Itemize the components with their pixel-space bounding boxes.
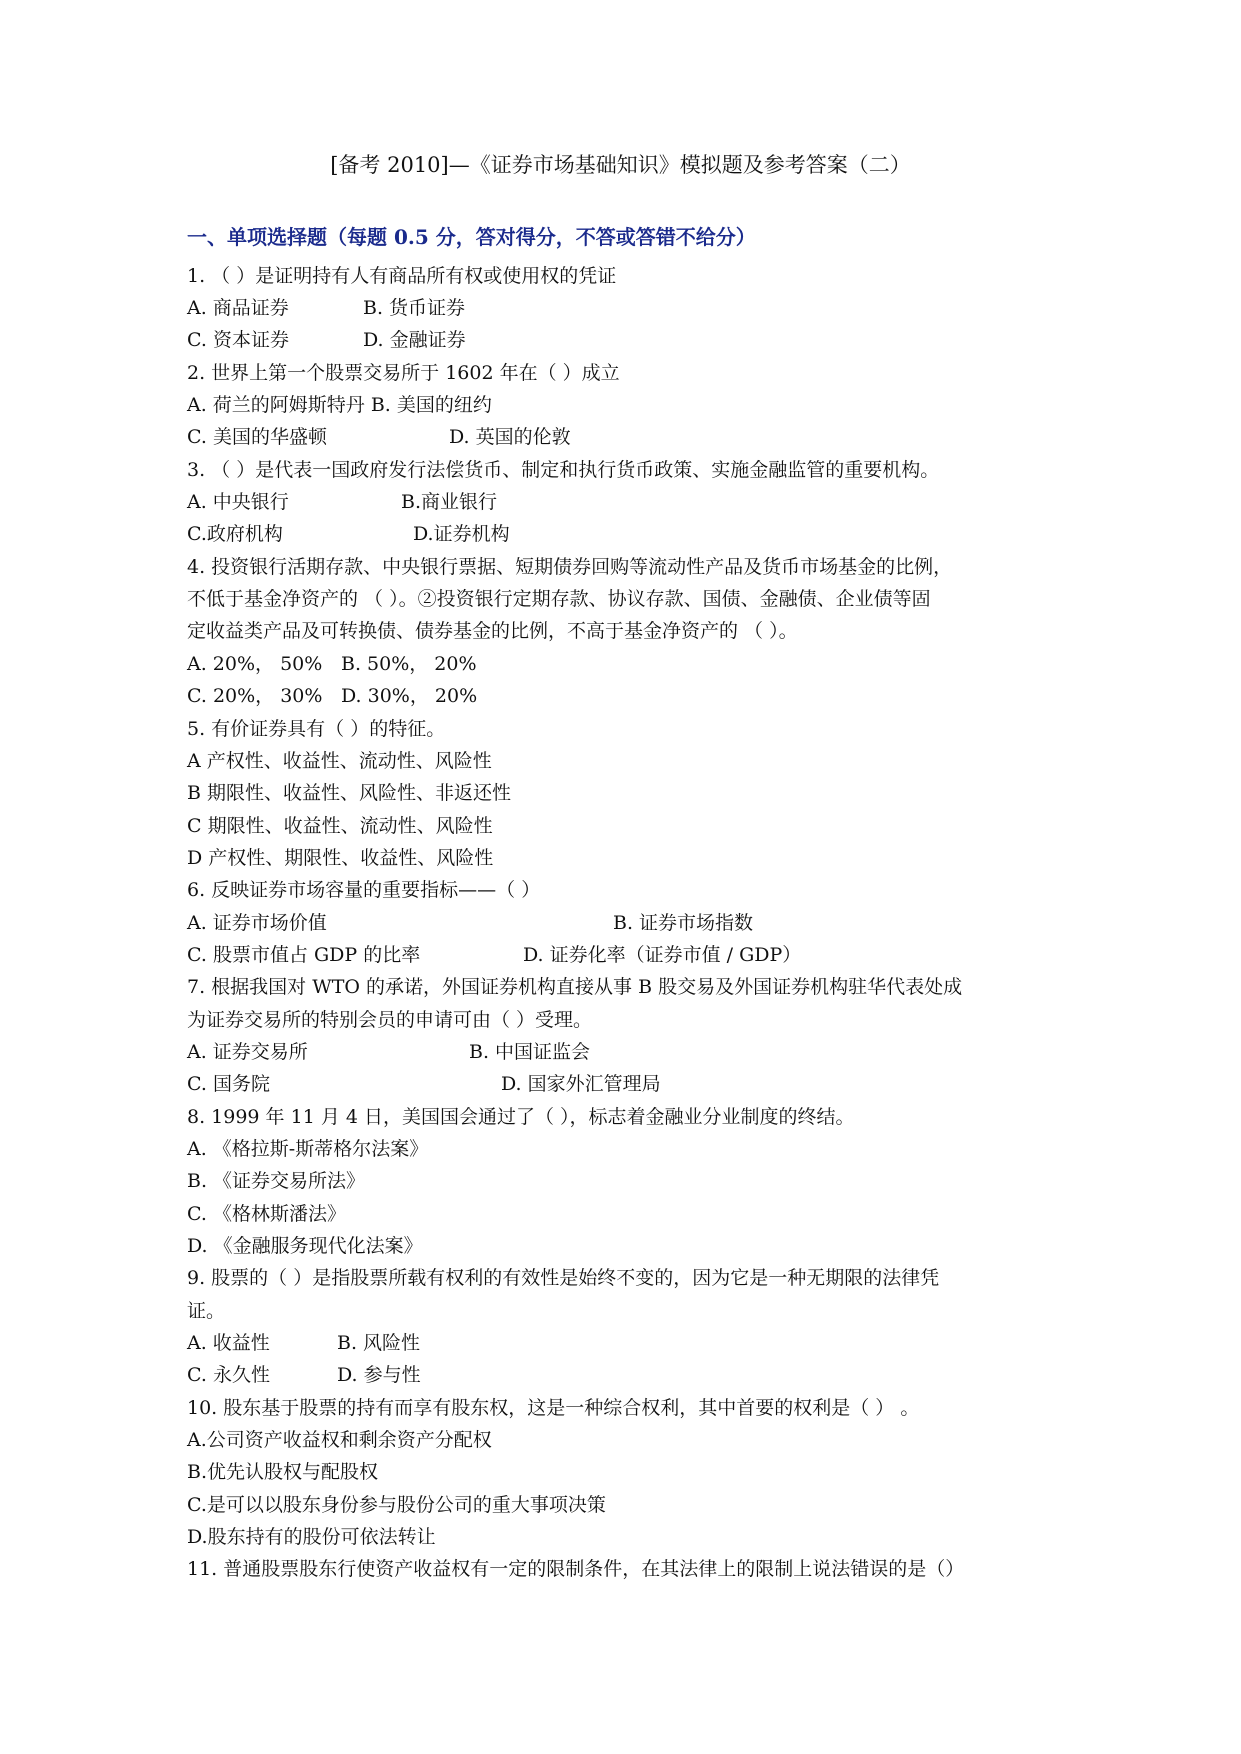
question-2-option-d: D. 英国的伦敦 <box>449 426 571 448</box>
question-9-option-c: C. 永久性 <box>187 1364 270 1386</box>
question-3-stem: 3. （ ）是代表一国政府发行法偿货币、制定和执行货币政策、实施金融监管的重要机构。 <box>187 459 940 481</box>
question-1-option-d: D. 金融证券 <box>363 329 466 351</box>
question-2-stem: 2. 世界上第一个股票交易所于 1602 年在（ ）成立 <box>187 362 620 384</box>
question-6-option-b: B. 证券市场指数 <box>613 912 754 934</box>
question-6-stem: 6. 反映证券市场容量的重要指标——（ ） <box>187 879 541 901</box>
question-7-option-b: B. 中国证监会 <box>469 1041 591 1063</box>
question-4-line-1: 4. 投资银行活期存款、中央银行票据、短期债券回购等流动性产品及货币市场基金的比例， <box>187 556 953 578</box>
question-1-option-a: A. 商品证券 <box>187 297 289 319</box>
question-3-option-a: A. 中央银行 <box>187 491 289 513</box>
question-7-option-d: D. 国家外汇管理局 <box>501 1073 661 1095</box>
question-10-option-b: B.优先认股权与配股权 <box>187 1461 379 1483</box>
question-9-option-b: B. 风险性 <box>337 1332 421 1354</box>
question-10-option-c: C.是可以以股东身份参与股份公司的重大事项决策 <box>187 1494 606 1516</box>
question-4-option-d: D. 30%， 20% <box>341 685 478 707</box>
question-8-option-d: D. 《金融服务现代化法案》 <box>187 1235 423 1257</box>
question-2-option-c: C. 美国的华盛顿 <box>187 426 327 448</box>
section-heading: 一、单项选择题（每题 0.5 分，答对得分，不答或答错不给分） <box>187 225 756 249</box>
question-1-option-c: C. 资本证券 <box>187 329 289 351</box>
question-8-option-b: B. 《证券交易所法》 <box>187 1170 366 1192</box>
question-4-line-3: 定收益类产品及可转换债、债券基金的比例，不高于基金净资产的 （ ）。 <box>187 620 798 642</box>
question-7-option-c: C. 国务院 <box>187 1073 270 1095</box>
question-2-option-ab: A. 荷兰的阿姆斯特丹 B. 美国的纽约 <box>187 394 492 416</box>
question-3-option-d: D.证券机构 <box>413 523 510 545</box>
question-1-stem: 1. （ ）是证明持有人有商品所有权或使用权的凭证 <box>187 265 617 287</box>
question-8-stem: 8. 1999 年 11 月 4 日，美国国会通过了（ ），标志着金融业分业制度的终结。 <box>187 1106 855 1128</box>
question-9-line-2: 证。 <box>187 1300 226 1322</box>
question-5-option-c: C 期限性、收益性、流动性、风险性 <box>187 815 493 837</box>
document-title: [备考 2010]—《证券市场基础知识》模拟题及参考答案（二） <box>330 153 911 177</box>
question-5-stem: 5. 有价证券具有（ ）的特征。 <box>187 718 446 740</box>
question-7-option-a: A. 证券交易所 <box>187 1041 308 1063</box>
question-3-option-b: B.商业银行 <box>401 491 498 513</box>
question-5-option-b: B 期限性、收益性、风险性、非返还性 <box>187 782 512 804</box>
question-11-stem: 11. 普通股票股东行使资产收益权有一定的限制条件，在其法律上的限制上说法错误的是（） <box>187 1558 965 1580</box>
question-9-option-a: A. 收益性 <box>187 1332 270 1354</box>
question-9-line-1: 9. 股票的（ ）是指股票所载有权利的有效性是始终不变的，因为它是一种无期限的法律凭 <box>187 1267 940 1289</box>
question-6-option-a: A. 证券市场价值 <box>187 912 327 934</box>
question-1-option-b: B. 货币证券 <box>363 297 466 319</box>
question-5-option-d: D 产权性、期限性、收益性、风险性 <box>187 847 494 869</box>
question-8-option-c: C. 《格林斯潘法》 <box>187 1203 346 1225</box>
question-9-option-d: D. 参与性 <box>337 1364 421 1386</box>
question-7-line-2: 为证券交易所的特别会员的申请可由（ ）受理。 <box>187 1009 593 1031</box>
question-4-option-c: C. 20%， 30% <box>187 685 323 707</box>
question-4-line-2: 不低于基金净资产的 （ ）。②投资银行定期存款、协议存款、国债、金融债、企业债等固 <box>187 588 931 610</box>
question-10-option-a: A.公司资产收益权和剩余资产分配权 <box>187 1429 492 1451</box>
question-6-option-c: C. 股票市值占 GDP 的比率 <box>187 944 421 966</box>
question-5-option-a: A 产权性、收益性、流动性、风险性 <box>187 750 492 772</box>
question-8-option-a: A. 《格拉斯-斯蒂格尔法案》 <box>187 1138 429 1160</box>
question-7-line-1: 7. 根据我国对 WTO 的承诺，外国证券机构直接从事 B 股交易及外国证券机构驻华代表处成 <box>187 976 963 998</box>
question-10-stem: 10. 股东基于股票的持有而享有股东权，这是一种综合权利，其中首要的权利是（ ） 。 <box>187 1397 920 1419</box>
question-3-option-c: C.政府机构 <box>187 523 283 545</box>
question-4-option-b: B. 50%， 20% <box>341 653 477 675</box>
question-4-option-a: A. 20%， 50% <box>187 653 323 675</box>
question-6-option-d: D. 证券化率（证券市值 / GDP） <box>523 944 802 966</box>
question-10-option-d: D.股东持有的股份可依法转让 <box>187 1526 436 1548</box>
